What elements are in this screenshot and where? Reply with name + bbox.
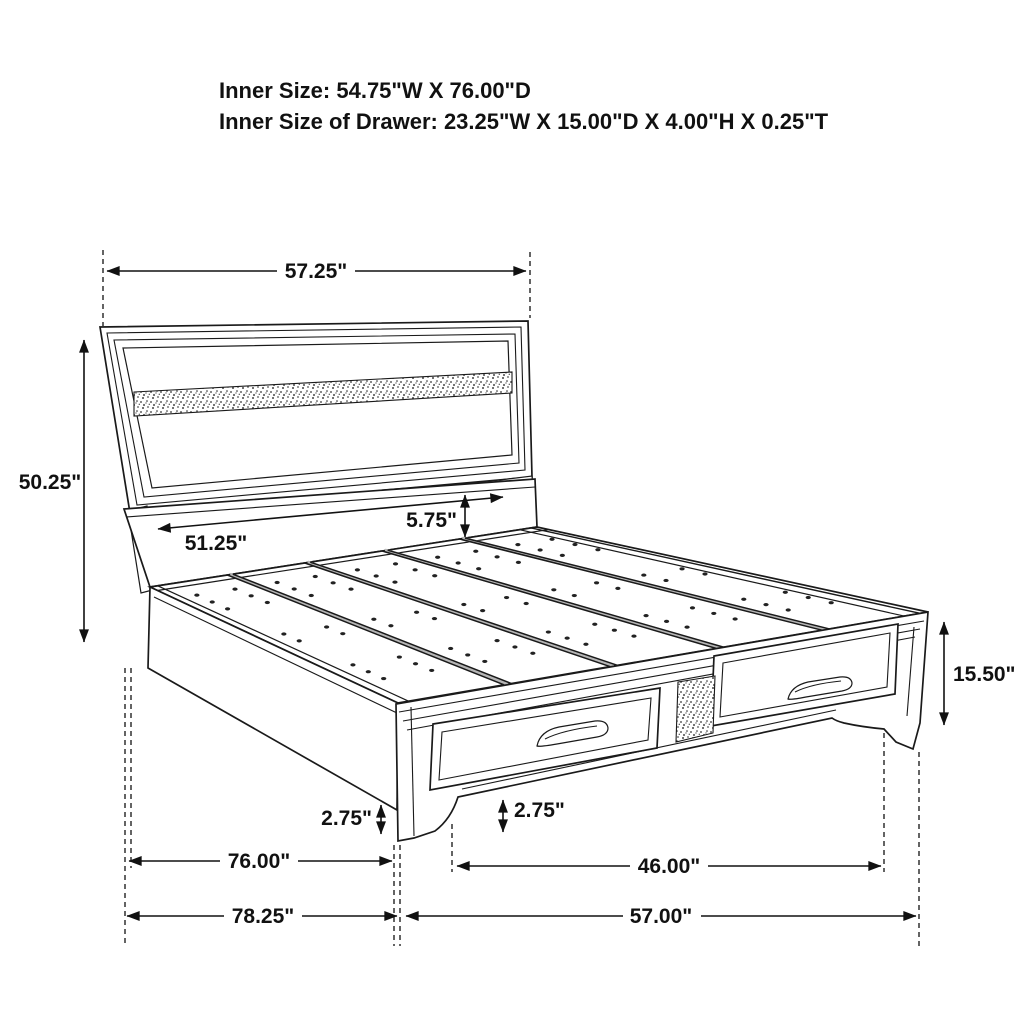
dim-label: 2.75" <box>514 799 565 822</box>
dim-label: 2.75" <box>321 807 372 830</box>
dim-label: 15.50" <box>953 663 1016 686</box>
title-drawer-size: Inner Size of Drawer: 23.25"W X 15.00"D X 4.00"H X 0.25"T <box>219 109 829 134</box>
dim-label: 46.00" <box>637 855 701 878</box>
dim-label: 51.25" <box>184 532 248 555</box>
dimension-headboard-height <box>19 340 84 642</box>
dim-label: 78.25" <box>231 905 295 928</box>
dimension-foot-clearance-left <box>321 805 381 834</box>
footboard-glitter-strip <box>676 676 715 742</box>
dimension-overall-depth <box>127 903 397 929</box>
dim-label: 76.00" <box>227 850 291 873</box>
dim-label: 57.00" <box>629 905 693 928</box>
dim-label: 50.25" <box>18 471 82 494</box>
dim-label: 5.75" <box>406 509 457 532</box>
title-inner-size: Inner Size: 54.75"W X 76.00"D <box>219 78 531 103</box>
dimension-foot-clearance-right <box>503 799 565 832</box>
title-block <box>219 78 829 134</box>
dimension-side-rail-depth <box>129 848 392 874</box>
dim-label: 57.25" <box>284 260 348 283</box>
dimension-drawer-front-span <box>457 853 881 879</box>
dimension-footboard-height <box>944 622 1016 725</box>
dimension-headboard-width <box>107 258 526 284</box>
dimension-overall-width <box>406 903 916 929</box>
